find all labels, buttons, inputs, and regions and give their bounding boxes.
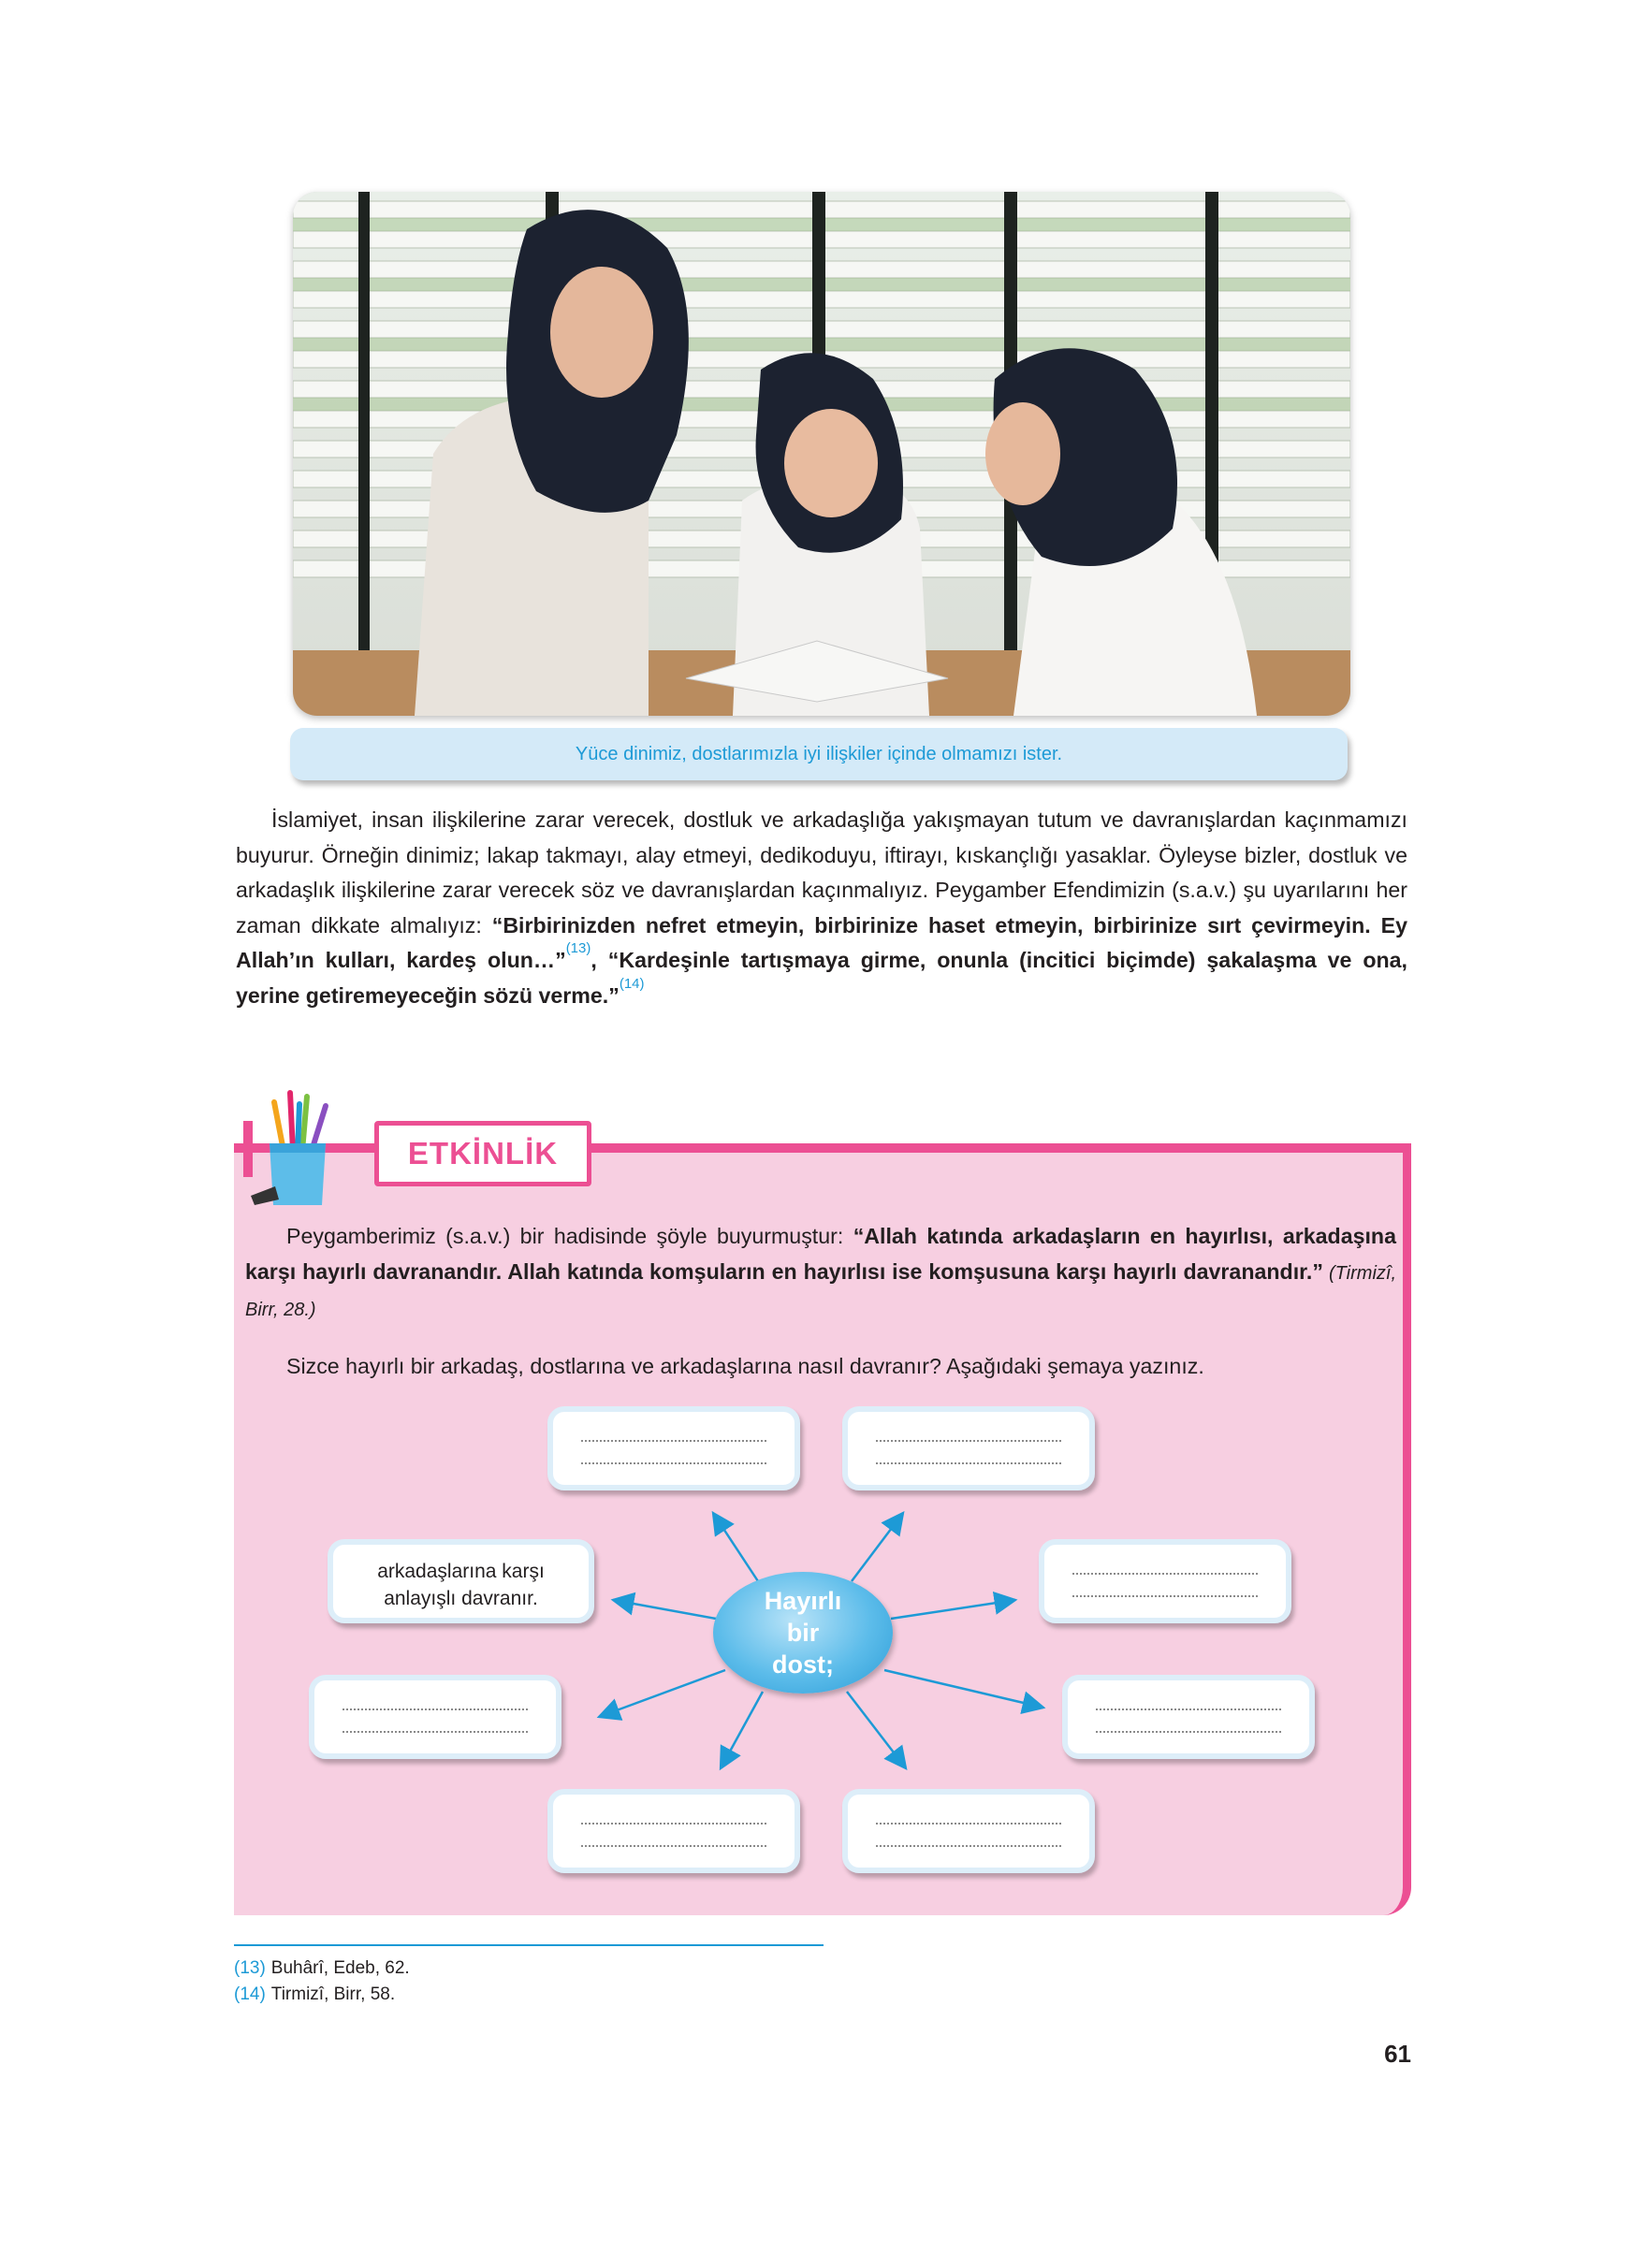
filled-answer: [333, 1558, 589, 1612]
photo-caption: Yüce dinimiz, dostlarımızla iyi ilişkiler içinde olmamızı ister.: [290, 728, 1348, 780]
activity-intro: Peygamberimiz (s.a.v.) bir hadisinde şöyle buyurmuştur:: [286, 1224, 853, 1248]
answer-line: [876, 1845, 1061, 1847]
center-line-1: Hayırlı: [764, 1587, 842, 1615]
footnote-ref-13: (13): [565, 940, 591, 956]
footnote-number: (13): [234, 1958, 266, 1978]
answer-line: [1072, 1573, 1258, 1575]
footnote-ref-14: (14): [619, 975, 645, 992]
quote-separator: ,: [591, 948, 608, 972]
footnote-number: (14): [234, 1985, 266, 2004]
center-bubble: [713, 1572, 893, 1694]
answer-box-filled[interactable]: [328, 1539, 594, 1623]
answer-box-top-left[interactable]: [547, 1406, 800, 1490]
answer-box-right[interactable]: [1039, 1539, 1291, 1623]
answer-line: [581, 1440, 766, 1442]
activity-question: Sizce hayırlı bir arkadaş, dostlarına ve arkadaşlarına nasıl davranır? Aşağıdaki şemaya yazınız.: [286, 1353, 1204, 1378]
footnote-text: Buhârî, Edeb, 62.: [270, 1958, 410, 1978]
answer-line: [343, 1731, 528, 1733]
answer-box-bottom-right[interactable]: [842, 1789, 1095, 1873]
footnote-13: [234, 1958, 410, 1979]
answer-line: [581, 1845, 766, 1847]
hadith-quote-1: “Birbirinizden nefret etmeyin, birbirinize haset etmeyin, birbirinize sırt çevirmeyin. Ey Allah’ın kulları, kardeş olun…”: [236, 912, 1407, 972]
answer-line: [1096, 1731, 1281, 1733]
center-line-2: bir: [786, 1619, 820, 1647]
answer-line: [876, 1823, 1061, 1825]
arrow-lower-left: [599, 1670, 725, 1717]
answer-box-lower-left[interactable]: [309, 1675, 561, 1759]
answer-line: [581, 1823, 766, 1825]
answer-line: [343, 1708, 528, 1710]
answer-box-top-right[interactable]: [842, 1406, 1095, 1490]
filled-answer-line-1: arkadaşlarına karşı: [377, 1561, 545, 1582]
answer-line: [876, 1462, 1061, 1464]
arrow-bottom-right: [847, 1692, 906, 1768]
page-number: 61: [1384, 2040, 1411, 2068]
footnote-14: [234, 1985, 395, 2005]
answer-box-lower-right[interactable]: [1062, 1675, 1315, 1759]
activity-hadith-source: (Tirmizî, Birr, 28.): [245, 1262, 1397, 1320]
arrow-lower-right: [884, 1670, 1043, 1708]
center-line-3: dost;: [772, 1650, 834, 1679]
activity-title: ETKİNLİK: [374, 1121, 591, 1186]
arrow-right: [891, 1600, 1015, 1619]
answer-line: [1096, 1708, 1281, 1710]
filled-answer-line-2: anlayışlı davranır.: [384, 1588, 538, 1609]
arrow-left: [613, 1600, 716, 1619]
footnote-divider: [234, 1944, 824, 1946]
arrow-bottom-left: [721, 1692, 763, 1768]
answer-box-bottom-left[interactable]: [547, 1789, 800, 1873]
footnote-text: Tirmizî, Birr, 58.: [270, 1985, 396, 2004]
answer-line: [876, 1440, 1061, 1442]
answer-line: [1072, 1595, 1258, 1597]
answer-line: [581, 1462, 766, 1464]
hadith-quote-2: “Kardeşinle tartışmaya girme, onunla (incitici biçimde) şakalaşma ve ona, yerine getiremeyeceğin sözü verme.”: [236, 948, 1407, 1008]
body-text-plain: İslamiyet, insan ilişkilerine zarar verecek, dostluk ve arkadaşlığa yakışmayan tutum ve davranışlardan kaçınmamızı buyurur. Örneğin dinimiz; lakap takmayı, alay etmeyi, dedikoduyu, iftirayı, kıskançlığı yasaklar. Öyleyse bizler, dostluk ve arkadaşlık ilişkilerine zarar verecek söz ve davranışlardan kaçınmalıyız. Peygamber Efendimizin (s.a.v.) şu uyarılarını her zaman dikkate almalıyız:: [236, 807, 1407, 938]
activity-hadith: “Allah katında arkadaşların en hayırlısı, arkadaşına karşı hayırlı davranandır. Allah katında komşuların en hayırlısı ise komşusuna karşı hayırlı davranandır.”: [245, 1224, 1396, 1284]
